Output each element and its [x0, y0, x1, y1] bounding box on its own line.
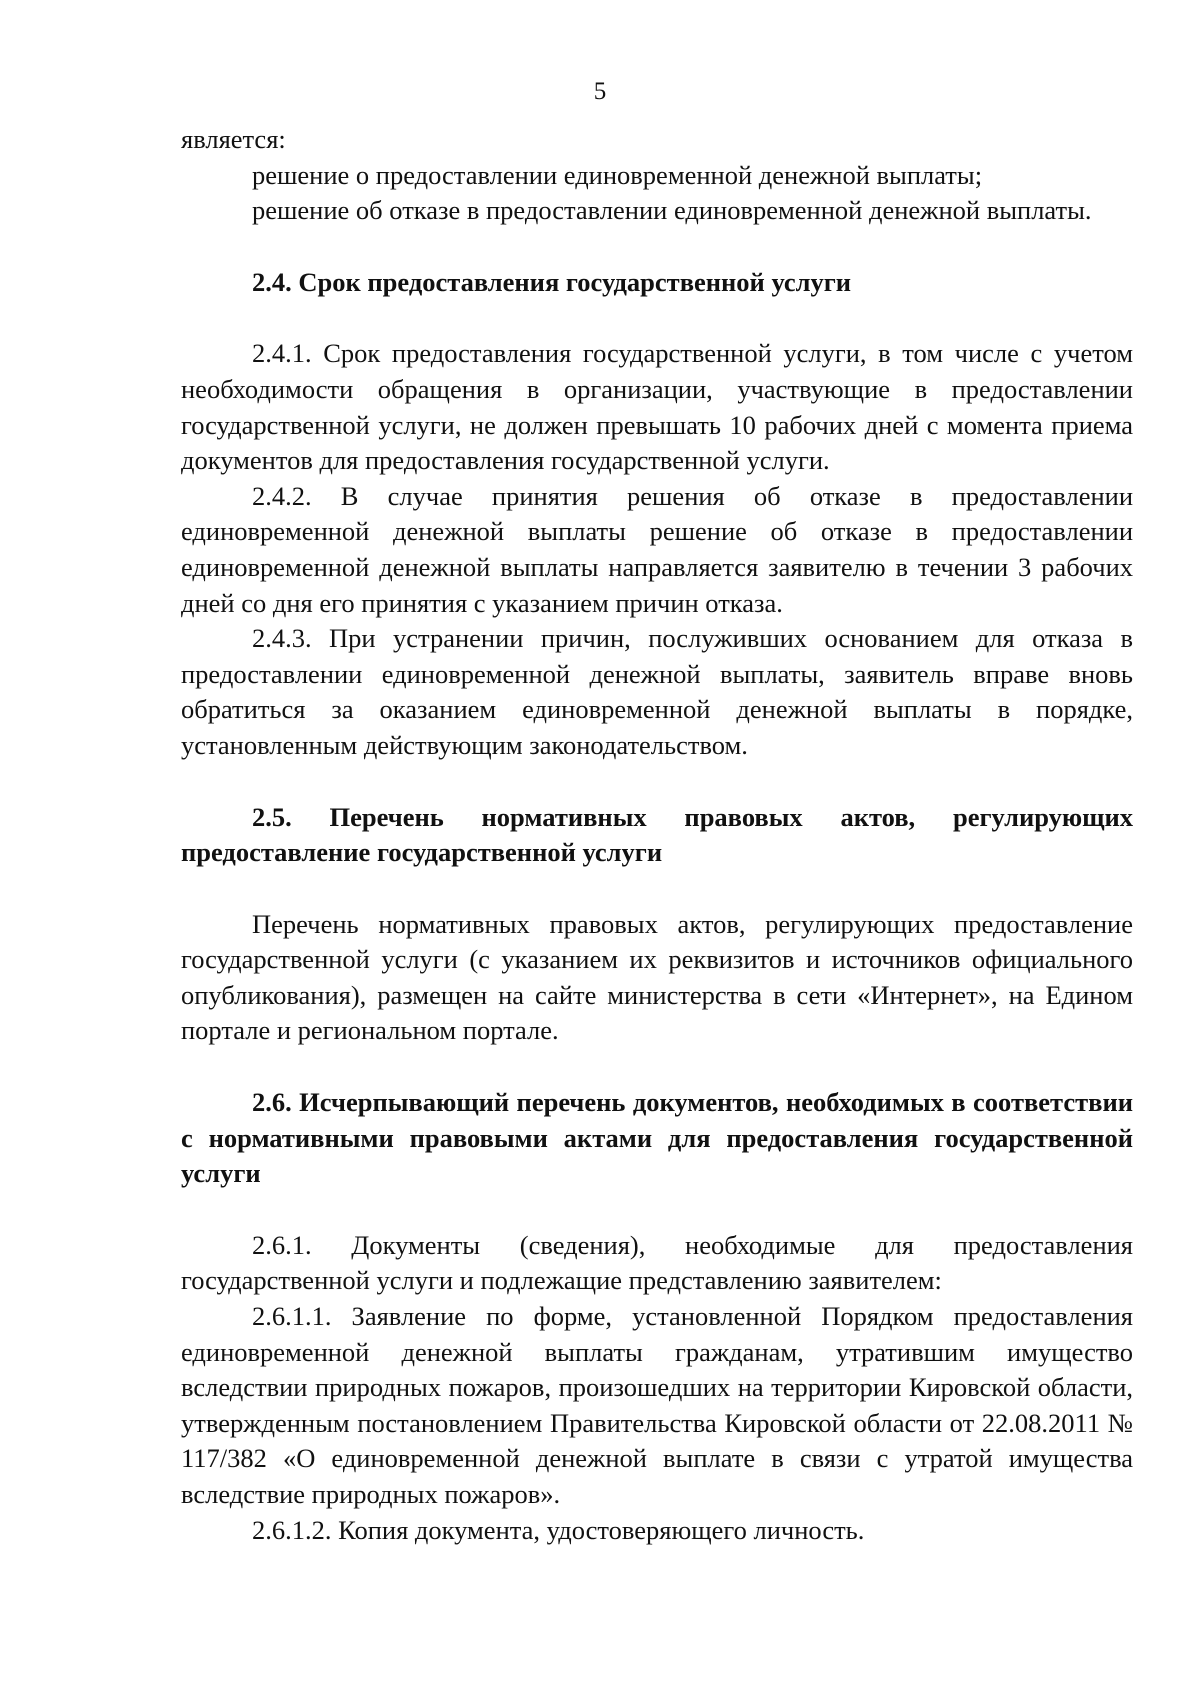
paragraph-2-5: Перечень нормативных правовых актов, регулирующих предоставление государственной услуги (с указанием их реквизитов и источников официального опубликования), размещен на сайте министерства в сети «Интернет», на Едином портале и региональном портале.: [181, 908, 1133, 1046]
document-body: [181, 122, 1133, 1548]
paragraph-2-6-1: 2.6.1. Документы (сведения), необходимые для предоставления государственной услуги и подлежащие представлению заявителем:: [181, 1229, 1133, 1296]
paragraph-decision-grant: решение о предоставлении единовременной денежной выплаты;: [252, 159, 983, 190]
paragraph-2-4-3: 2.4.3. При устранении причин, послуживших основанием для отказа в предоставлении единовременной денежной выплаты, заявитель вправе вновь обратиться за оказанием единовременной денежной выплаты в порядке, установленным действующим законодательством.: [181, 623, 1133, 760]
paragraph-2-4-2: 2.4.2. В случае принятия решения об отказе в предоставлении единовременной денежной выплаты решение об отказе в предоставлении единовременной денежной выплаты направляется заявителю в течении 3 рабочих дней со дня его принятия с указанием причин отказа.: [181, 480, 1133, 618]
section-heading-2-5: 2.5. Перечень нормативных правовых актов, регулирующих предоставление государственной услуги: [181, 801, 1133, 868]
section-heading-2-6: 2.6. Исчерпывающий перечень документов, необходимых в соответствии с нормативными правовыми актами для предоставления государственной услуги: [181, 1087, 1133, 1189]
page-number: 5: [593, 78, 607, 105]
paragraph-2-6-1-2: 2.6.1.2. Копия документа, удостоверяющего личность.: [252, 1514, 865, 1545]
paragraph-intro: является:: [181, 124, 286, 154]
paragraph-2-6-1-1: 2.6.1.1. Заявление по форме, установленной Порядком предоставления единовременной денежной выплаты гражданам, утратившим имущество вследствии природных пожаров, произошедших на территории Кировской области, утвержденным постановлением Правительства Кировской области от 22.08.2011 № 117/382 «О единовременной денежной выплате в связи с утратой имущества вследствие природных пожаров».: [181, 1301, 1133, 1509]
paragraph-decision-refuse: решение об отказе в предоставлении единовременной денежной выплаты.: [252, 195, 1092, 226]
paragraph-2-4-1: 2.4.1. Срок предоставления государственной услуги, в том числе с учетом необходимости обращения в организации, участвующие в предоставлении государственной услуги, не должен превышать 10 рабочих дней с момента приема документов для предоставления государственной услуги.: [181, 338, 1133, 476]
section-heading-2-4: 2.4. Срок предоставления государственной услуги: [252, 266, 852, 297]
